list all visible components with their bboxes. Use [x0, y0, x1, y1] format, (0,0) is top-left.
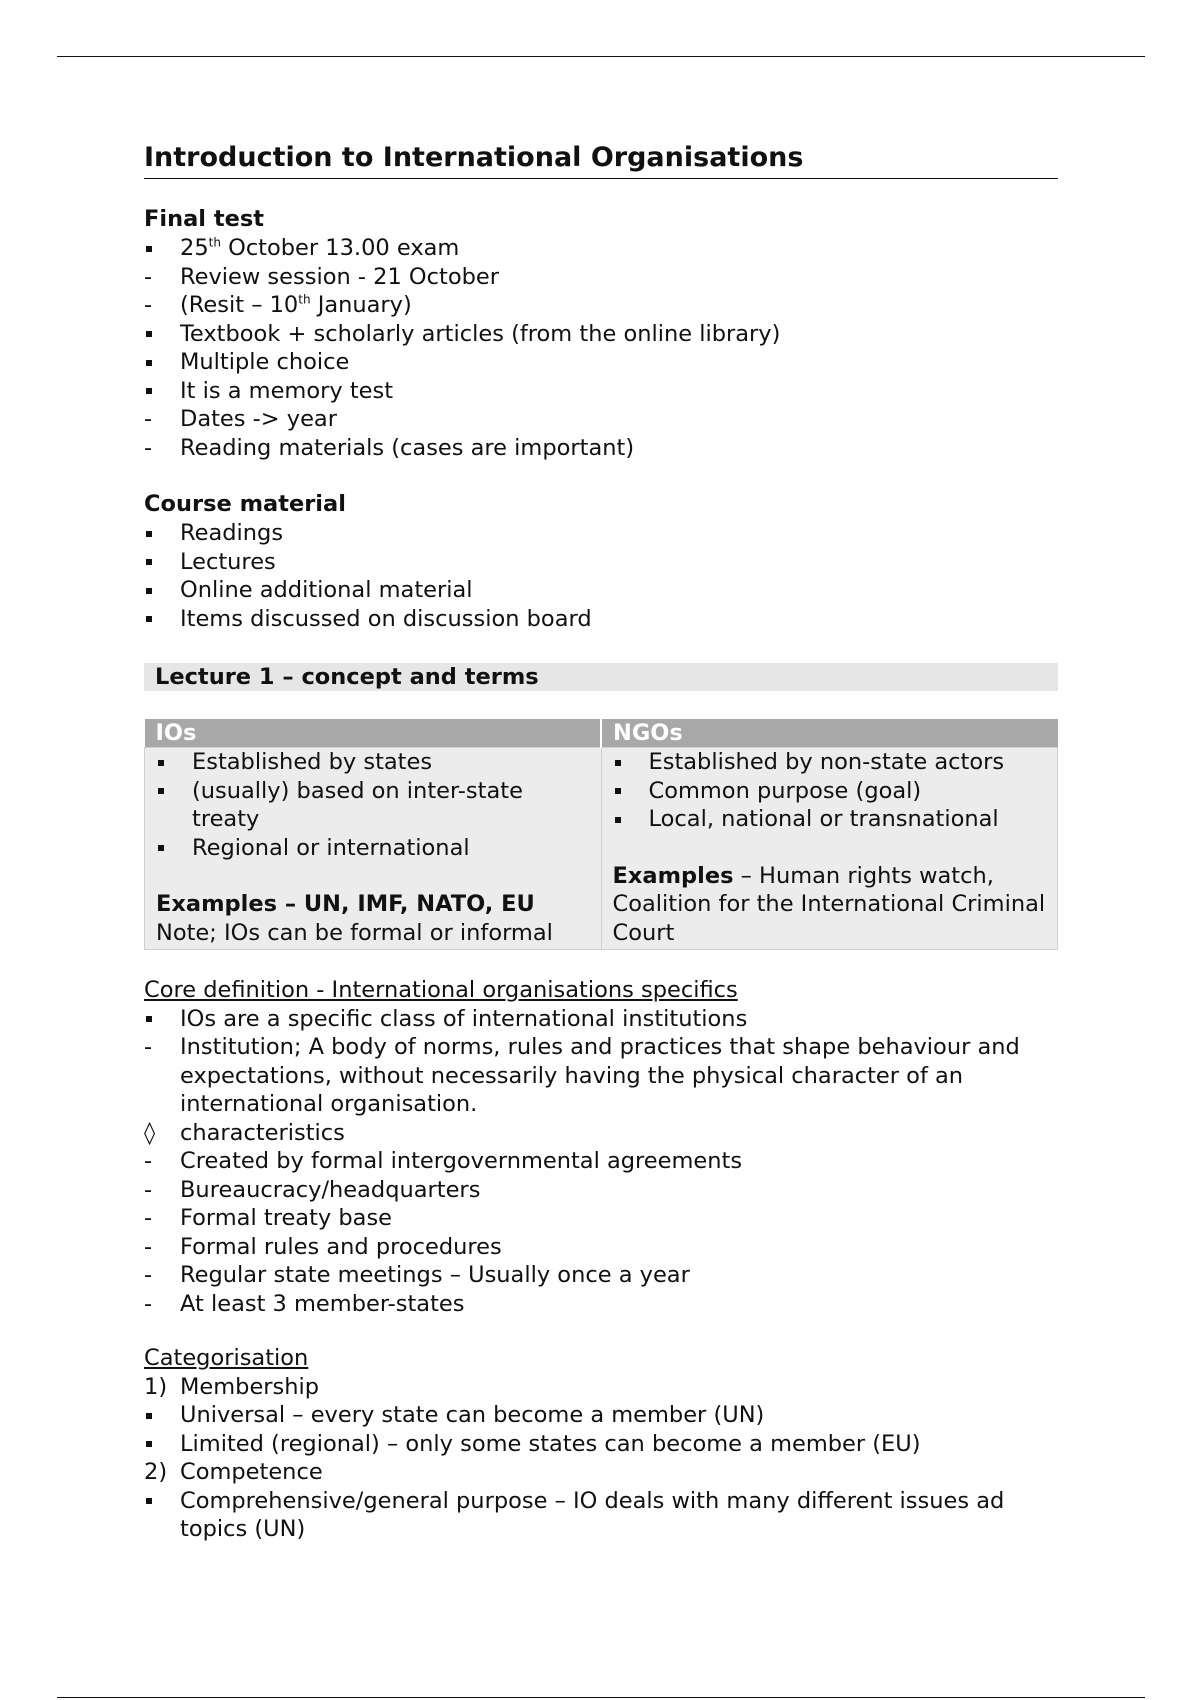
list-item: Multiple choice	[144, 348, 1058, 377]
ios-column-header: IOs	[145, 719, 602, 748]
list-item: - Regular state meetings – Usually once a year	[144, 1262, 690, 1288]
dash-marker: -	[144, 263, 153, 290]
dash-marker: -	[144, 1262, 153, 1288]
bullet-square-icon	[144, 576, 174, 605]
number-marker: 2)	[144, 1459, 168, 1485]
list-item: - Formal rules and procedures	[144, 1233, 502, 1260]
bullet-square-icon	[613, 748, 643, 777]
bullet-square-icon	[156, 748, 186, 777]
list-item: - Dates -> year	[144, 406, 337, 432]
dash-marker: -	[144, 406, 153, 432]
dash-marker: -	[144, 1233, 153, 1260]
bullet-square-icon	[144, 548, 174, 577]
dash-marker: -	[144, 434, 153, 461]
dash-marker: -	[144, 1205, 153, 1231]
course-material-list	[144, 519, 1058, 633]
ngos-column-header: NGOs	[601, 719, 1058, 748]
header-rule	[57, 56, 1145, 57]
list-item: Local, national or transnational	[613, 805, 1047, 834]
diamond-icon: ◊	[144, 1119, 156, 1146]
number-marker: 1)	[144, 1373, 168, 1400]
bullet-square-icon	[156, 777, 186, 806]
core-definition-heading: Core definition - International organisations specifics	[144, 977, 738, 1003]
list-item: 1) Membership	[144, 1373, 320, 1400]
bullet-square-icon	[144, 605, 174, 634]
core-definition-list	[144, 1005, 1058, 1319]
list-item: Online additional material	[144, 576, 1058, 605]
bullet-square-icon	[144, 377, 174, 406]
list-item: Comprehensive/general purpose – IO deals with many different issues ad topics (UN)	[144, 1487, 1058, 1544]
page-title: Introduction to International Organisations	[144, 140, 1058, 179]
final-test-heading: Final test	[144, 206, 264, 232]
final-test-list	[144, 234, 1058, 462]
list-item: Established by states	[156, 748, 590, 777]
bullet-square-icon	[144, 1401, 174, 1430]
list-item: ◊ characteristics	[144, 1119, 345, 1146]
bullet-square-icon	[144, 519, 174, 548]
list-item: Lectures	[144, 548, 1058, 577]
ios-examples: Examples – UN, IMF, NATO, EU	[156, 891, 535, 917]
bullet-square-icon	[144, 320, 174, 349]
list-item: - Review session - 21 October	[144, 263, 499, 290]
list-item: Items discussed on discussion board	[144, 605, 1058, 634]
dash-marker: -	[144, 1148, 153, 1174]
ngos-cell	[601, 748, 1058, 950]
bullet-square-icon	[144, 1005, 174, 1034]
list-item: It is a memory test	[144, 377, 1058, 406]
bullet-square-icon	[144, 1430, 174, 1459]
list-item: 25th October 13.00 exam	[144, 234, 1058, 263]
ios-cell	[145, 748, 602, 950]
list-item: - Created by formal intergovernmental agreements	[144, 1148, 743, 1174]
categorisation-list	[144, 1373, 1058, 1544]
list-item: - At least 3 member-states	[144, 1290, 465, 1317]
bullet-square-icon	[613, 777, 643, 806]
bullet-square-icon	[144, 1487, 174, 1516]
list-item: Textbook + scholarly articles (from the online library)	[144, 320, 1058, 349]
bullet-square-icon	[144, 234, 174, 263]
dash-marker: -	[144, 1290, 153, 1317]
list-item: Established by non-state actors	[613, 748, 1047, 777]
ngos-examples: Examples – Human rights watch, Coalition for the International Criminal Court	[612, 862, 1046, 946]
bullet-square-icon	[156, 834, 186, 863]
list-item: (usually) based on inter-state treaty	[156, 777, 590, 834]
course-material-heading: Course material	[144, 491, 346, 517]
bullet-square-icon	[613, 805, 643, 834]
list-item: - Formal treaty base	[144, 1205, 393, 1231]
categorisation-heading: Categorisation	[144, 1345, 309, 1371]
list-item: Readings	[144, 519, 1058, 548]
bullet-square-icon	[144, 348, 174, 377]
list-item: 2) Competence	[144, 1459, 323, 1485]
list-item: Common purpose (goal)	[613, 777, 1047, 806]
document-body	[144, 140, 1058, 1544]
list-item: Regional or international	[156, 834, 590, 863]
ios-note: Note; IOs can be formal or informal	[156, 919, 553, 946]
list-item: IOs are a specific class of international institutions	[144, 1005, 1058, 1034]
list-item: Limited (regional) – only some states can become a member (EU)	[144, 1430, 1058, 1459]
dash-marker: -	[144, 1034, 153, 1060]
list-item: - Reading materials (cases are important)	[144, 434, 635, 461]
ios-ngos-table	[144, 719, 1058, 950]
dash-marker: -	[144, 1176, 153, 1203]
list-item: - (Resit – 10th January)	[144, 292, 412, 318]
list-item: Universal – every state can become a member (UN)	[144, 1401, 1058, 1430]
dash-marker: -	[144, 292, 153, 318]
list-item: - Institution; A body of norms, rules and practices that shape behaviour and expectations, without necessarily having the physical character of an international organisation.	[144, 1034, 1020, 1117]
list-item: - Bureaucracy/headquarters	[144, 1176, 481, 1203]
footer-rule	[57, 1697, 1145, 1698]
lecture-1-heading: Lecture 1 – concept and terms	[144, 663, 1058, 691]
